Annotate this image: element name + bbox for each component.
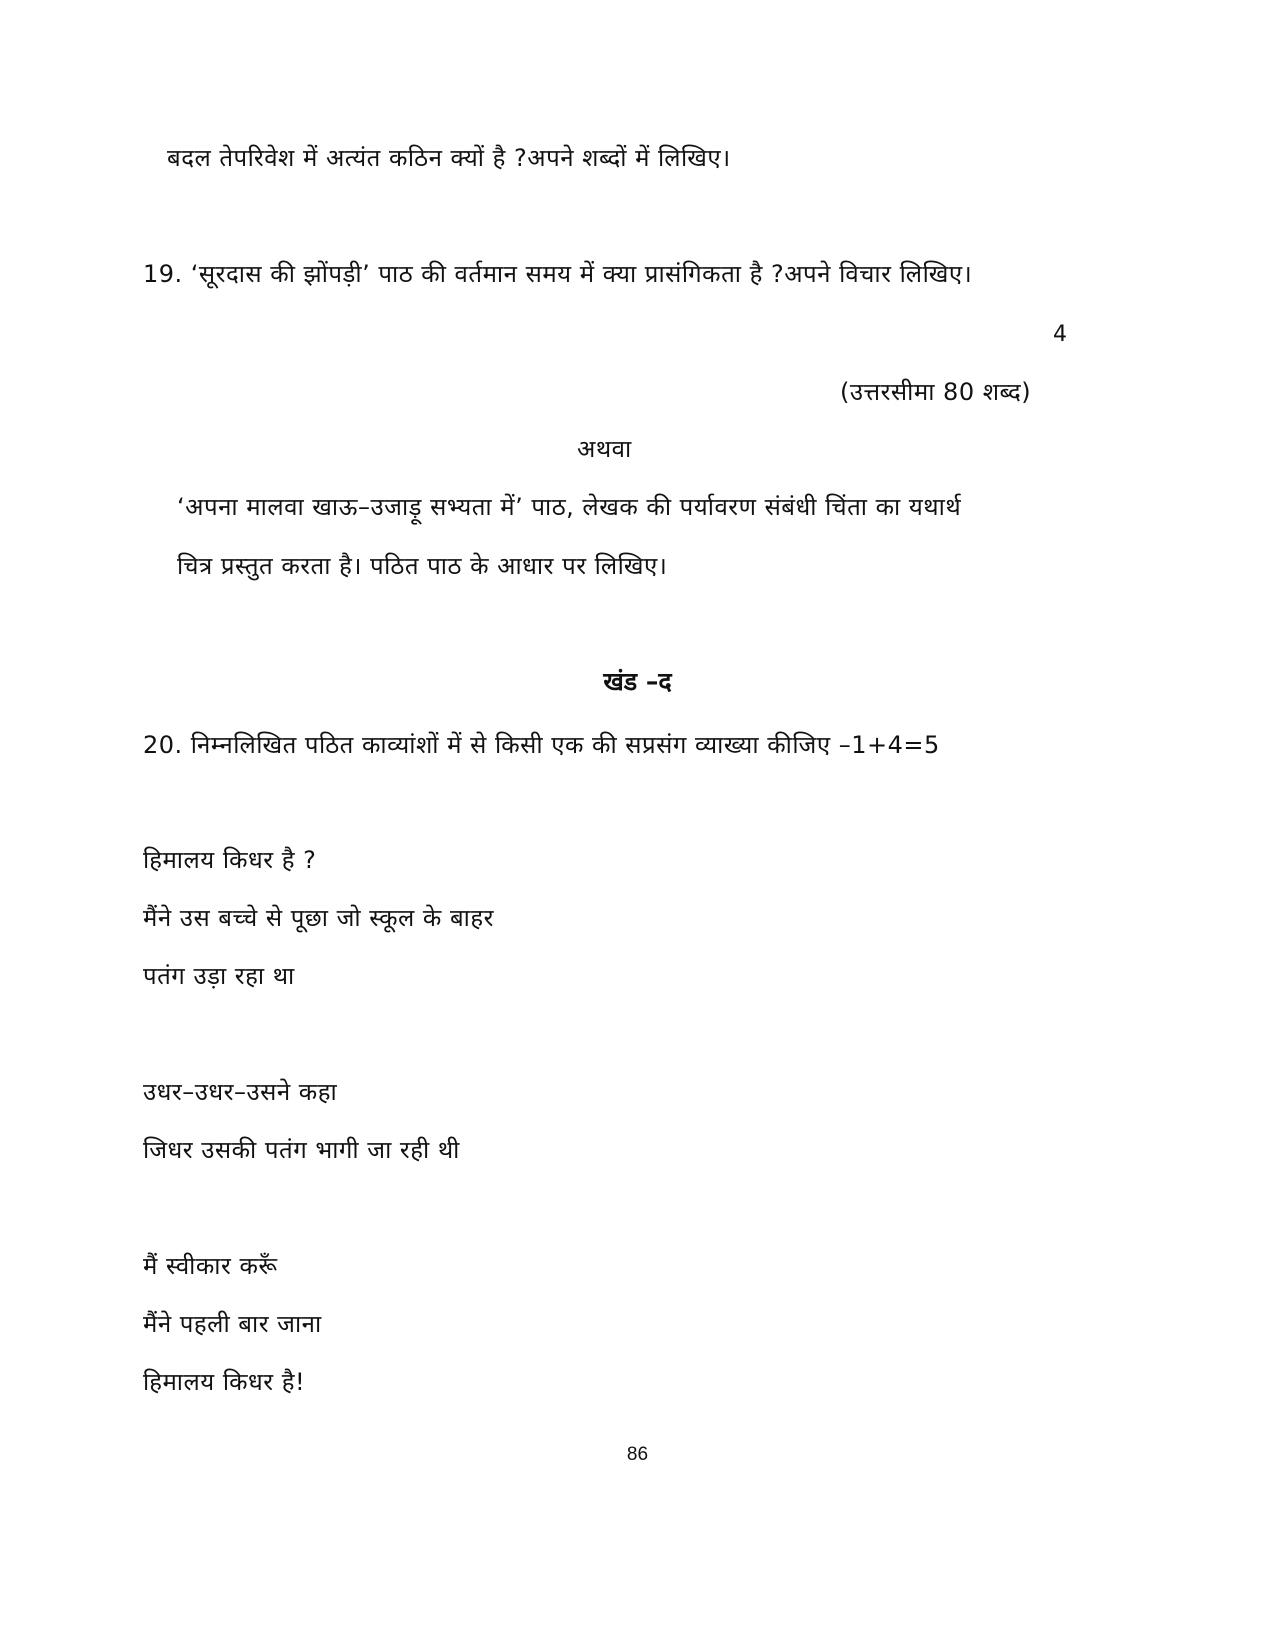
q19-alternative-line-2: चित्र प्रस्तुत करता है। पठित पाठ के आधार पर लिखिए। [177,552,668,580]
poem-line: हिमालय किधर है ? [143,846,317,874]
q18-continuation: बदल तेपरिवेश में अत्यंत कठिन क्यों है ?अपने शब्दों में लिखिए। [167,144,731,172]
poem-line: पतंग उड़ा रहा था [143,962,295,990]
page-number: 86 [626,1444,649,1465]
or-label: अथवा [577,435,632,463]
poem-line: उधर–उधर–उसने कहा [143,1078,338,1106]
poem-line: मैंने पहली बार जाना [143,1310,322,1338]
poem-line: मैंने उस बच्चे से पूछा जो स्कूल के बाहर [143,904,494,932]
question-20: 20. निम्नलिखित पठित काव्यांशों में से किसी एक की सप्रसंग व्याख्या कीजिए –1+4=5 [143,731,940,759]
section-heading: खंड –द [603,667,672,696]
poem-line: मैं स्वीकार करूँ [143,1252,278,1280]
q19-word-limit: (उत्तरसीमा 80 शब्द) [840,378,1032,406]
q19-alternative-line-1: ‘अपना मालवा खाऊ–उजाड़ू सभ्यता में’ पाठ, लेखक की पर्यावरण संबंधी चिंता का यथार्थ [177,493,962,521]
question-19: 19. ‘सूरदास की झोंपड़ी’ पाठ की वर्तमान समय में क्या प्रासंगिकता है ?अपने विचार लिखिए। [143,260,973,288]
q19-marks: 4 [1053,322,1067,347]
poem-line: जिधर उसकी पतंग भागी जा रही थी [143,1136,460,1164]
poem-line: हिमालय किधर है! [143,1368,306,1396]
